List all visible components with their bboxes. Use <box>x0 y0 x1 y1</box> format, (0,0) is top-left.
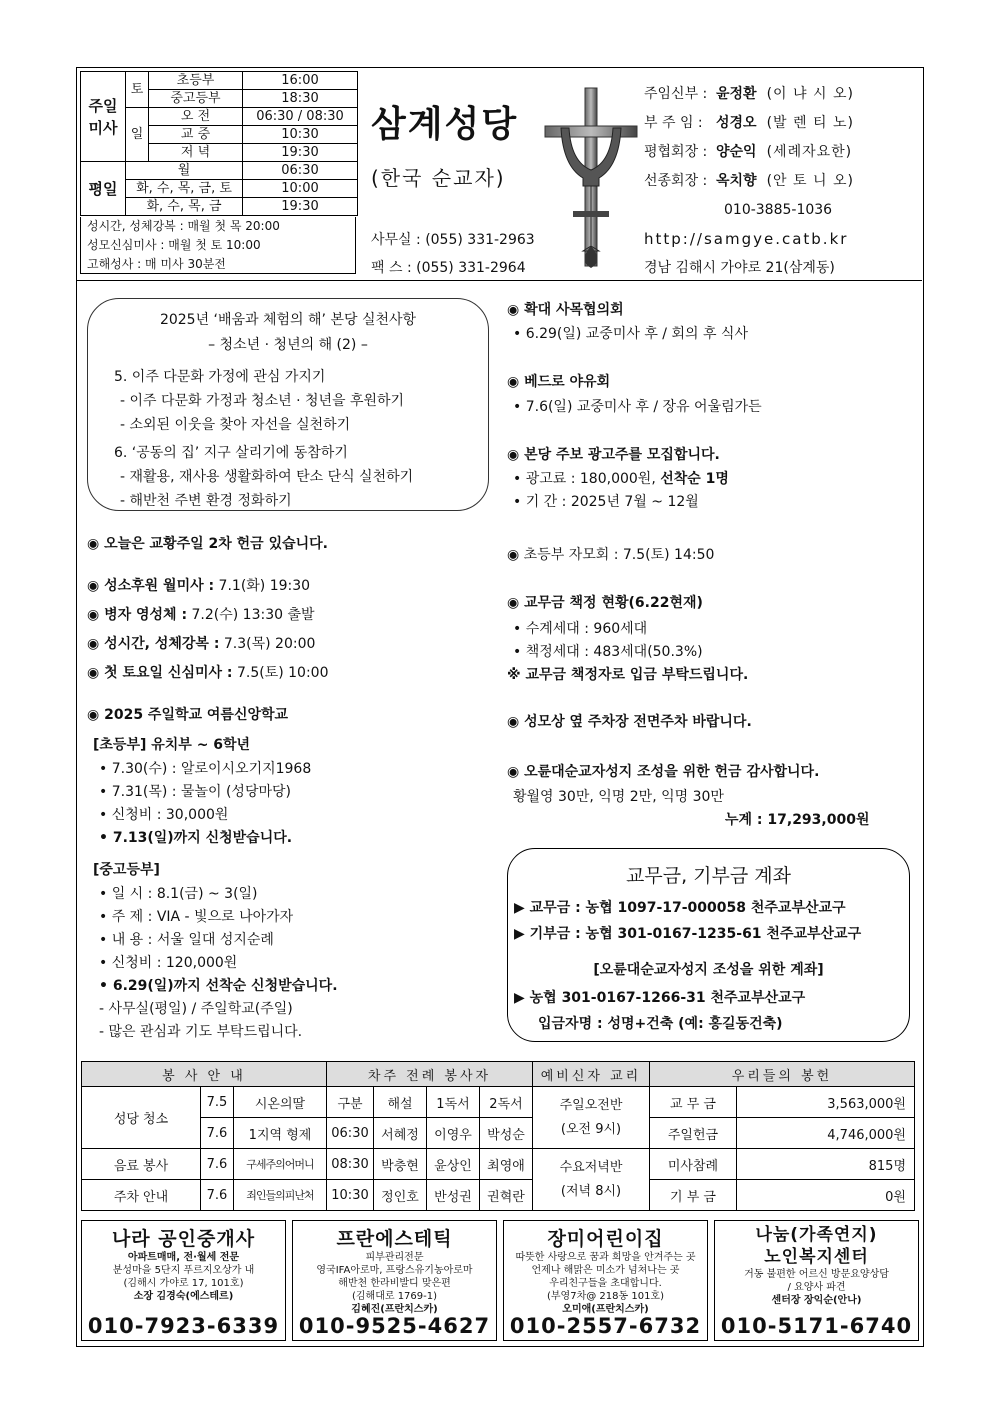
peter-picnic-heading: ◉ 베드로 야유회 <box>507 374 611 390</box>
liturgy-time: 10:30 <box>327 1180 374 1211</box>
mass-note: 고해성사 : 매 미사 30분전 <box>87 257 226 271</box>
depositor-name-rule: 입금자명 : 성명+건축 (예: 홍길동건축) <box>538 1016 783 1032</box>
ad-realtor: 나라 공인중개사 아파트매매, 전·월세 전문 분성마을 5단지 푸르지오상가 내 (김해시 가야로 17, 101호) 소장 김경숙(에스테르) 010-7923-6339 <box>81 1220 286 1341</box>
liturgy-person: 정인호 <box>374 1180 427 1211</box>
offering-value: 815명 <box>737 1149 915 1180</box>
middle-high-note: - 많은 관심과 기도 부탁드립니다. <box>99 1024 303 1040</box>
shrine-account: ▶ 농협 301-0167-1266-31 천주교부산교구 <box>514 990 806 1006</box>
ad-phone: 010-9525-4627 <box>298 1314 491 1338</box>
offering-label: 미사참례 <box>650 1149 737 1180</box>
mass-name: 월 <box>126 162 243 180</box>
offering-label: 주일헌금 <box>650 1118 737 1149</box>
council-detail: • 6.29(일) 교중미사 후 / 회의 후 식사 <box>513 326 748 342</box>
practice-subitem: - 해반천 주변 환경 정화하기 <box>120 493 292 509</box>
liturgy-person: 박충현 <box>374 1149 427 1180</box>
practice-subitem: - 재활용, 재사용 생활화하여 탄소 단식 실천하기 <box>120 469 414 485</box>
service-group: 구세주의어머니 <box>234 1149 327 1180</box>
vocation-mass-notice: ◉ 성소후원 월미사 : 7.1(화) 19:30 <box>87 578 311 594</box>
parking-notice: ◉ 성모상 옆 주차장 전면주차 바랍니다. <box>507 714 752 730</box>
mothers-meeting-notice: ◉ 초등부 자모회 : 7.5(토) 14:50 <box>507 547 715 563</box>
catechism-wednesday: 수요저녁반 (저녁 8시) <box>533 1149 650 1211</box>
dues-status-heading: ◉ 교무금 책정 현황(6.22현재) <box>507 595 703 611</box>
liturgy-time: 06:30 <box>327 1118 374 1149</box>
mass-name: 화, 수, 목, 금, 토 <box>126 180 243 198</box>
middle-high-heading: [중고등부] <box>93 862 160 878</box>
staff-row: 선종회장 : 옥치향 (안 토 니 오) <box>644 173 854 189</box>
staff-row: 평협회장 : 양순익 (세례자요한) <box>644 144 853 160</box>
mass-name: 저 녁 <box>149 144 243 162</box>
advertisements <box>81 1220 919 1341</box>
shrine-account-heading: [오륜대순교자성지 조성을 위한 계좌] <box>593 962 824 978</box>
liturgy-header: 차주 전례 봉사자 <box>327 1062 533 1087</box>
service-date: 7.6 <box>201 1180 234 1211</box>
offering-value: 3,563,000원 <box>737 1087 915 1118</box>
ad-daycare: 장미어린이집 따뜻한 사랑으로 꿈과 희망을 안겨주는 곳 언제나 해맑은 미소가 넘쳐나는 곳 우리친구들을 초대합니다. (부영7차@ 218동 101호) 오미애(프란치스카) 010-2557-6732 <box>503 1220 708 1341</box>
liturgy-col: 구분 <box>327 1087 374 1118</box>
catechism-sunday: 주일오전반 (오전 9시) <box>533 1087 650 1149</box>
sunday-mass-label: 주일 미사 <box>81 72 126 162</box>
staff-phone: 010-3885-1036 <box>724 202 833 218</box>
parish-practice-box <box>87 298 489 511</box>
service-date: 7.5 <box>201 1087 234 1118</box>
practice-subitem: - 소외된 이웃을 찾아 자선을 실천하기 <box>120 417 351 433</box>
donation-total: 누계 : 17,293,000원 <box>725 812 870 828</box>
liturgy-col: 해설 <box>374 1087 427 1118</box>
ad-name: 장미어린이집 <box>547 1228 664 1250</box>
council-heading: ◉ 확대 사목협의회 <box>507 302 624 318</box>
mass-time: 19:30 <box>243 198 358 216</box>
advertiser-heading: ◉ 본당 주보 광고주를 모집합니다. <box>507 447 720 463</box>
service-date: 7.6 <box>201 1149 234 1180</box>
elementary-item: • 신청비 : 30,000원 <box>99 807 229 823</box>
staff-list <box>644 80 854 283</box>
donation-account: ▶ 기부금 : 농협 301-0167-1235-61 천주교부산교구 <box>514 926 862 942</box>
mass-name: 화, 수, 목, 금 <box>126 198 243 216</box>
donation-thanks-heading: ◉ 오륜대순교자성지 조성을 위한 헌금 감사합니다. <box>507 764 820 780</box>
ad-name: 나눔(가족연지) 노인복지센터 <box>755 1225 878 1267</box>
service-date: 7.6 <box>201 1118 234 1149</box>
accounts-title: 교무금, 기부금 계좌 <box>626 865 791 887</box>
practice-item: 6. ‘공동의 집’ 지구 살리기에 동참하기 <box>114 445 348 461</box>
ad-phone: 010-7923-6339 <box>87 1314 280 1338</box>
liturgy-col: 2독서 <box>480 1087 533 1118</box>
mass-name: 교 중 <box>149 126 243 144</box>
service-group: 1지역 형제 <box>234 1118 327 1149</box>
office-fax: 팩 스 : (055) 331-2964 <box>371 260 526 276</box>
sick-communion-notice: ◉ 병자 영성체 : 7.2(수) 13:30 출발 <box>87 607 315 623</box>
advertiser-fee: • 광고료 : 180,000원, 선착순 1명 <box>513 471 729 487</box>
bulletin-header <box>77 68 922 281</box>
mass-notes <box>80 217 356 274</box>
middle-high-note: - 사무실(평일) / 주일학교(주일) <box>99 1001 293 1017</box>
liturgy-person: 반성권 <box>427 1180 480 1211</box>
service-label: 음료 봉사 <box>82 1149 201 1180</box>
ad-phone: 010-2557-6732 <box>509 1314 702 1338</box>
practice-title: 2025년 ‘배움과 체험의 해’ 본당 실천사항 <box>159 312 417 328</box>
service-header: 봉 사 안 내 <box>82 1062 327 1087</box>
dues-account: ▶ 교무금 : 농협 1097-17-000058 천주교부산교구 <box>514 900 846 916</box>
liturgy-person: 권혁란 <box>480 1180 533 1211</box>
bulletin-page <box>76 67 924 1347</box>
offering-header: 우리들의 봉헌 <box>650 1062 915 1087</box>
mass-time: 06:30 / 08:30 <box>243 108 358 126</box>
mass-time: 19:30 <box>243 144 358 162</box>
church-url[interactable]: http://samgye.catb.kr <box>644 230 849 248</box>
service-group: 시온의딸 <box>234 1087 327 1118</box>
liturgy-person: 서혜정 <box>374 1118 427 1149</box>
elementary-item: • 7.30(수) : 알로이시오기지1968 <box>99 761 312 777</box>
liturgy-person: 최영애 <box>480 1149 533 1180</box>
mass-name: 초등부 <box>149 72 243 90</box>
liturgy-person: 박성순 <box>480 1118 533 1149</box>
ad-name: 프란에스테틱 <box>336 1228 453 1250</box>
ad-elderly-care: 나눔(가족연지) 노인복지센터 거동 불편한 어르신 방문요양상담 / 요양사 파견 센터장 장익순(안나) 010-5171-6740 <box>714 1220 919 1341</box>
middle-high-item: • 내 용 : 서울 일대 성지순례 <box>99 932 274 948</box>
mass-note: 성시간, 성체강복 : 매월 첫 목 20:00 <box>87 219 280 233</box>
staff-row: 주임신부 : 윤정환 (이 냐 시 오) <box>644 86 854 102</box>
liturgy-col: 1독서 <box>427 1087 480 1118</box>
middle-high-deadline: • 6.29(일)까지 선착순 신청받습니다. <box>99 978 338 994</box>
accounts-box <box>507 848 910 1042</box>
mass-time: 06:30 <box>243 162 358 180</box>
mass-time: 16:00 <box>243 72 358 90</box>
staff-row: 부 주 임 : 성경오 (발 렌 티 노) <box>644 115 854 131</box>
first-saturday-notice: ◉ 첫 토요일 신심미사 : 7.5(토) 10:00 <box>87 665 329 681</box>
cleaning-label: 성당 청소 <box>82 1087 201 1149</box>
mass-time: 18:30 <box>243 90 358 108</box>
mass-time: 10:00 <box>243 180 358 198</box>
ad-name: 나라 공인중개사 <box>111 1228 256 1250</box>
elementary-item: • 7.31(목) : 물놀이 (성당마당) <box>99 784 291 800</box>
mass-name: 오 전 <box>149 108 243 126</box>
mass-schedule-table <box>80 71 358 216</box>
mass-name: 중고등부 <box>149 90 243 108</box>
pope-sunday-notice: ◉ 오늘은 교황주일 2차 헌금 있습니다. <box>87 536 328 552</box>
liturgy-person: 이영우 <box>427 1118 480 1149</box>
summer-school-title: ◉ 2025 주일학교 여름신앙학교 <box>87 707 289 723</box>
middle-high-item: • 주 제 : VIA - 빛으로 나아가자 <box>99 909 294 925</box>
office-phone: 사무실 : (055) 331-2963 <box>371 232 535 248</box>
elementary-deadline: • 7.13(일)까지 신청받습니다. <box>99 830 293 846</box>
middle-high-item: • 일 시 : 8.1(금) ~ 3(일) <box>99 886 258 902</box>
sunday-label: 일 <box>126 108 149 162</box>
mass-note: 성모신심미사 : 매월 첫 토 10:00 <box>87 238 261 252</box>
catechism-header: 예비신자 교리 <box>533 1062 650 1087</box>
peter-picnic-detail: • 7.6(일) 교중미사 후 / 장유 어울림가든 <box>513 399 762 415</box>
saturday-label: 토 <box>126 72 149 108</box>
mass-time: 10:30 <box>243 126 358 144</box>
dues-status-note: ※ 교무금 책정자로 입금 부탁드립니다. <box>507 667 749 683</box>
liturgy-person: 윤상인 <box>427 1149 480 1180</box>
ad-phone: 010-5171-6740 <box>720 1314 913 1338</box>
middle-high-item: • 신청비 : 120,000원 <box>99 955 238 971</box>
practice-item: 5. 이주 다문화 가정에 관심 가지기 <box>114 369 326 385</box>
ad-esthetic: 프란에스테틱 피부관리전문 영국IFA아로마, 프랑스유기농아로마 해반천 한라비발디 맞은편 (김해대로 1769-1) 김혜진(프란치스카) 010-9525-4627 <box>292 1220 497 1341</box>
service-table <box>81 1061 915 1211</box>
service-label: 주차 안내 <box>82 1180 201 1211</box>
practice-subitem: - 이주 다문화 가정과 청소년 · 청년을 후원하기 <box>120 393 405 409</box>
practice-subtitle: – 청소년 · 청년의 해 (2) – <box>208 337 368 353</box>
cross-logo-icon <box>543 86 639 271</box>
offering-label: 교 무 금 <box>650 1087 737 1118</box>
service-group: 죄인들의피난처 <box>234 1180 327 1211</box>
holy-hour-notice: ◉ 성시간, 성체강복 : 7.3(목) 20:00 <box>87 636 316 652</box>
offering-value: 0원 <box>737 1180 915 1211</box>
church-title: 삼계성당 <box>371 104 519 145</box>
offering-label: 기 부 금 <box>650 1180 737 1211</box>
offering-value: 4,746,000원 <box>737 1118 915 1149</box>
church-subtitle: (한국 순교자) <box>371 166 506 190</box>
advertiser-period: • 기 간 : 2025년 7월 ~ 12월 <box>513 494 699 510</box>
dues-status-item: • 책정세대 : 483세대(50.3%) <box>513 644 703 660</box>
office-contact <box>371 226 535 282</box>
dues-status-item: • 수계세대 : 960세대 <box>513 621 648 637</box>
donation-thanks-names: 황월영 30만, 익명 2만, 익명 30만 <box>513 789 724 805</box>
liturgy-time: 08:30 <box>327 1149 374 1180</box>
elementary-heading: [초등부] 유치부 ~ 6학년 <box>93 737 251 753</box>
weekday-mass-label: 평일 <box>81 162 126 216</box>
church-address: 경남 김해시 가야로 21(삼계동) <box>644 260 835 276</box>
